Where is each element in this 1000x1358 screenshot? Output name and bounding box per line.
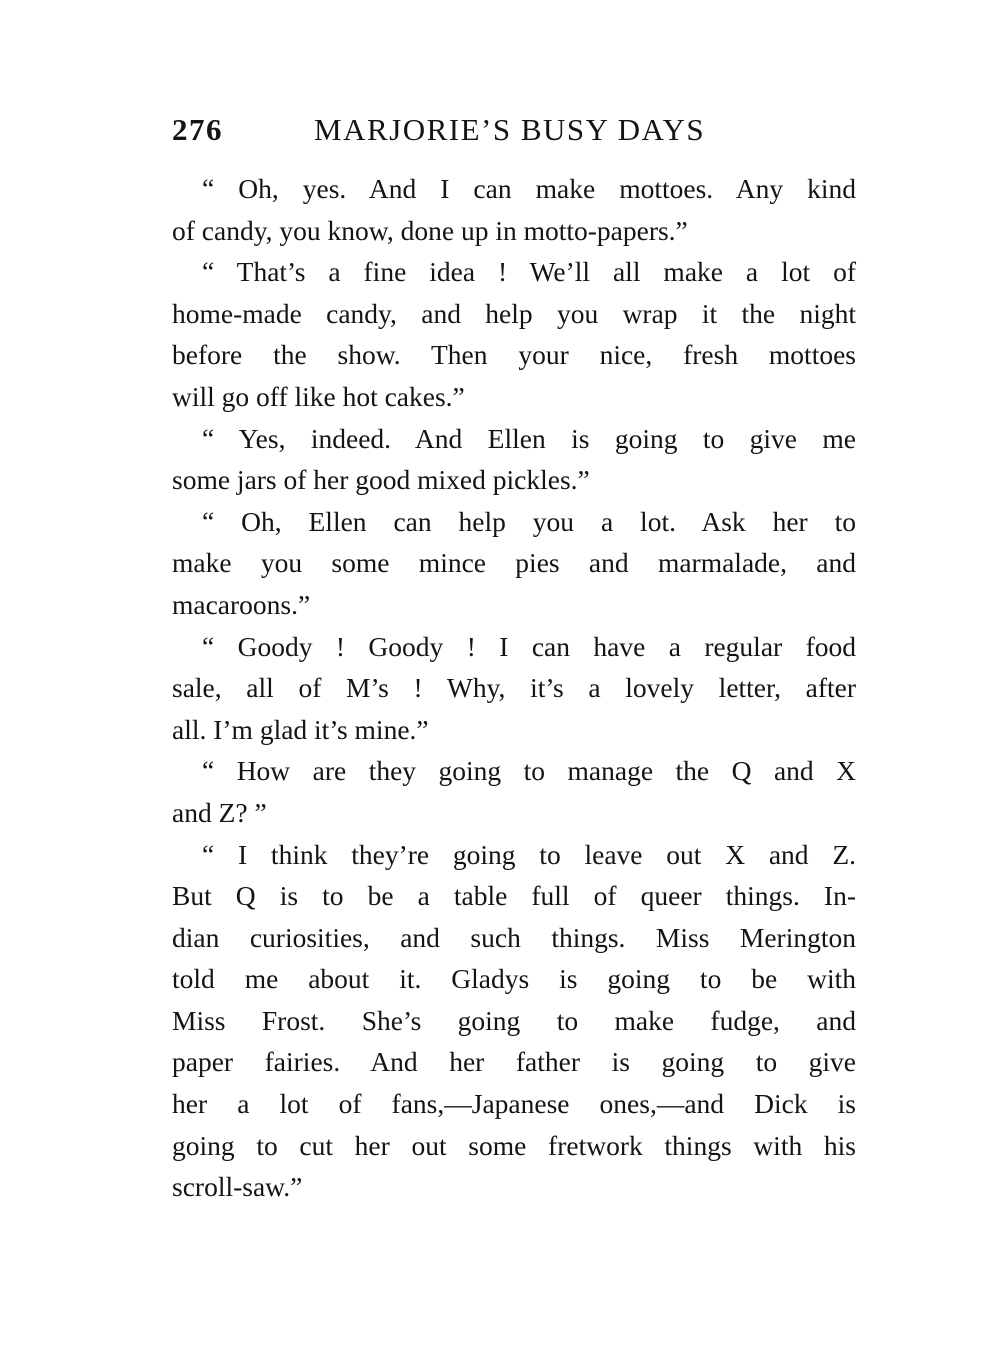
running-title: MARJORIE’S BUSY DAYS bbox=[314, 112, 706, 147]
body-text bbox=[172, 168, 856, 1208]
text-line: “ Oh, Ellen can help you a lot. Ask her to bbox=[202, 505, 856, 537]
text-line: dian curiosities, and such things. Miss Merington bbox=[172, 921, 856, 953]
text-line: of candy, you know, done up in motto-papers.” bbox=[172, 214, 688, 246]
text-line: paper fairies. And her father is going to give bbox=[172, 1046, 856, 1078]
text-line: home-made candy, and help you wrap it the night bbox=[172, 297, 856, 329]
text-line: “ Yes, indeed. And Ellen is going to give me bbox=[202, 422, 856, 454]
text-line: macaroons.” bbox=[172, 588, 311, 620]
text-line: told me about it. Gladys is going to be with bbox=[172, 963, 856, 995]
text-line: her a lot of fans,—Japanese ones,—and Dick is bbox=[172, 1088, 856, 1120]
text-line: sale, all of M’s ! Why, it’s a lovely letter, after bbox=[172, 672, 856, 704]
text-line: Miss Frost. She’s going to make fudge, and bbox=[172, 1004, 856, 1036]
text-line: “ How are they going to manage the Q and X bbox=[202, 755, 856, 787]
text-line: some jars of her good mixed pickles.” bbox=[172, 464, 590, 496]
page-number: 276 bbox=[172, 112, 223, 147]
text-line: going to cut her out some fretwork things with his bbox=[172, 1129, 856, 1161]
text-line: “ Oh, yes. And I can make mottoes. Any kind bbox=[202, 173, 856, 204]
text-line: “ Goody ! Goody ! I can have a regular food bbox=[202, 630, 856, 662]
text-line: and Z? ” bbox=[172, 796, 267, 828]
text-line: scroll-saw.” bbox=[172, 1171, 303, 1203]
running-head bbox=[172, 112, 862, 152]
text-line: will go off like hot cakes.” bbox=[172, 380, 465, 412]
text-line: “ That’s a fine idea ! We’ll all make a lot of bbox=[202, 256, 856, 288]
text-line: all. I’m glad it’s mine.” bbox=[172, 713, 429, 745]
text-line: But Q is to be a table full of queer things. In- bbox=[172, 880, 856, 912]
text-line: make you some mince pies and marmalade, and bbox=[172, 547, 856, 579]
text-line: before the show. Then your nice, fresh mottoes bbox=[172, 339, 856, 371]
text-line: “ I think they’re going to leave out X and Z. bbox=[202, 838, 856, 870]
